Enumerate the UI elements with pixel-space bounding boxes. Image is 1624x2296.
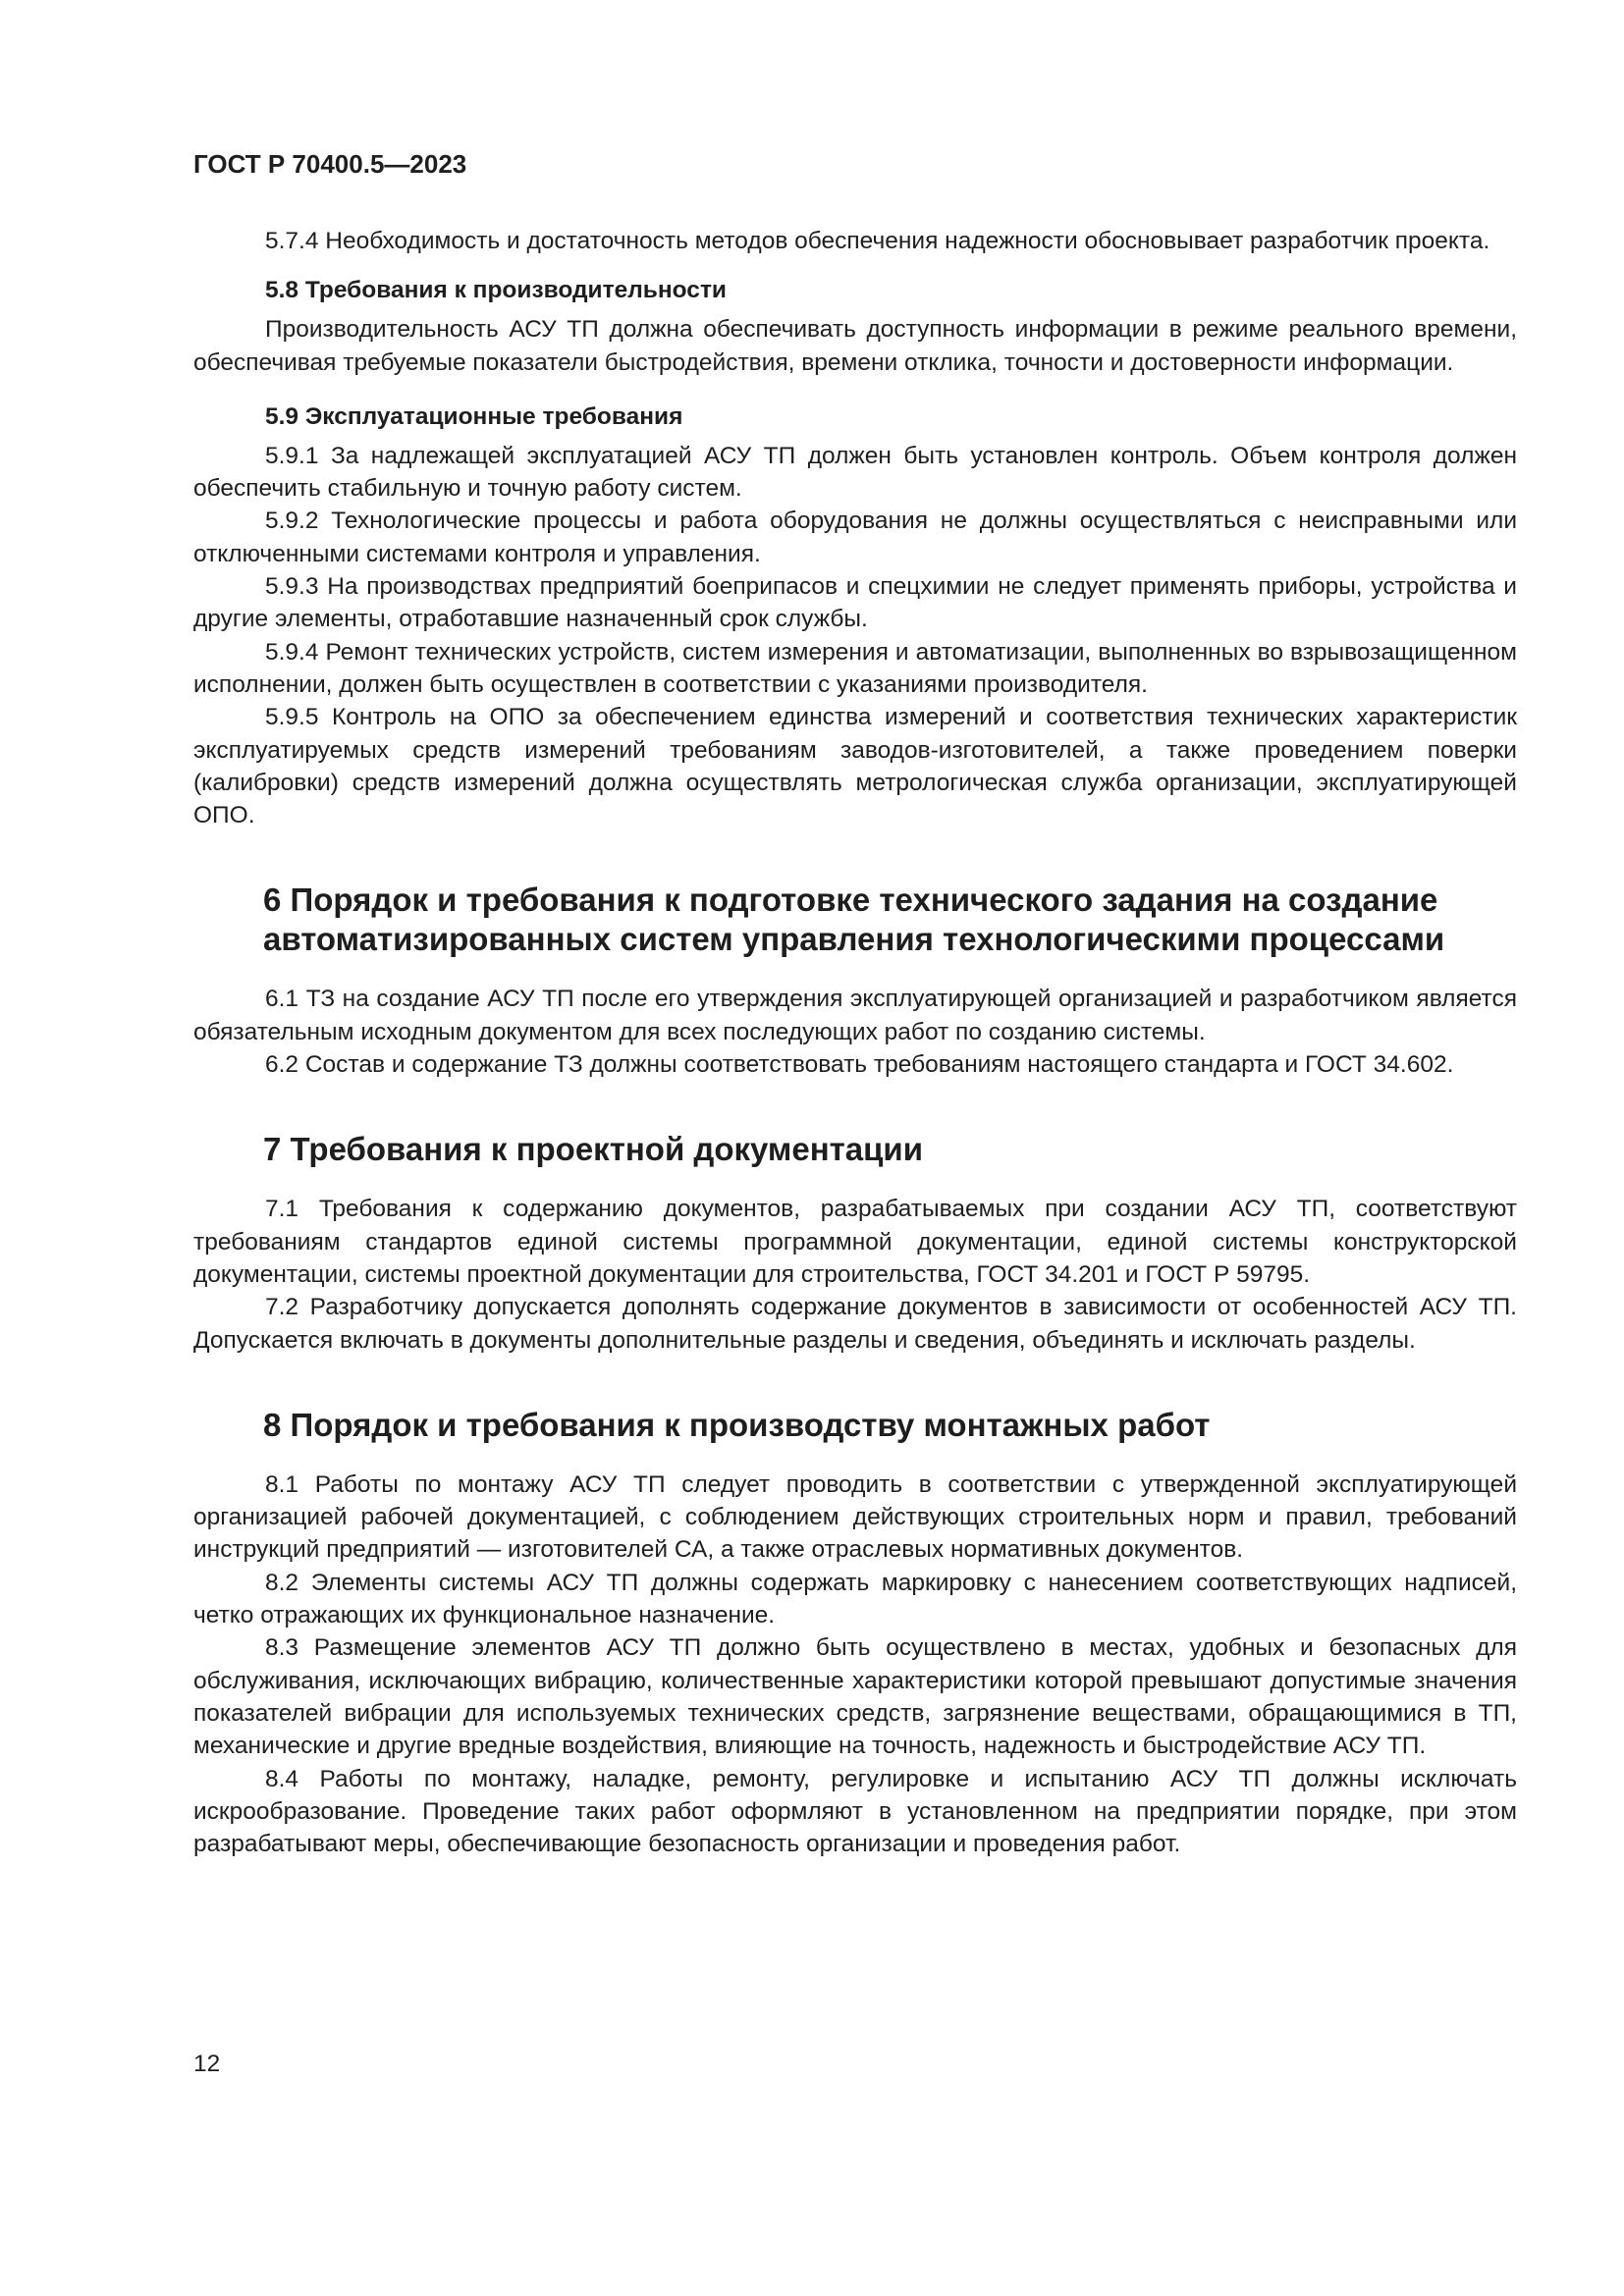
section-5-9 — [193, 400, 1517, 832]
document-page — [193, 147, 1517, 1860]
heading-section-8: 8 Порядок и требования к производству монтажных работ — [263, 1406, 1211, 1443]
paragraph-5-9-2: 5.9.2 Технологические процессы и работа оборудования не должны осуществляться с неисправными или отключенными системами контроля и управления. — [193, 507, 1517, 567]
section-6 — [193, 881, 1517, 1081]
paragraph-8-4: 8.4 Работы по монтажу, наладке, ремонту, регулировке и испытанию АСУ ТП должны исключать искрообразование. Проведение таких работ оформляют в установленном на предприятии порядке, при этом разрабатывают меры, обеспечивающие безопасность организации и проведения работ. — [193, 1765, 1517, 1858]
standard-designation: ГОСТ Р 70400.5—2023 — [193, 149, 467, 179]
heading-section-7: 7 Требования к проектной документации — [263, 1131, 924, 1168]
paragraph-5-9-1: 5.9.1 За надлежащей эксплуатацией АСУ ТП должен быть установлен контроль. Объем контроля должен обеспечить стабильную и точную работу систем. — [193, 442, 1517, 503]
paragraph-7-1: 7.1 Требования к содержанию документов, разрабатываемых при создании АСУ ТП, соответствуют требованиям стандартов единой системы программной документации, единой системы конструкторской документации, системы проектной документации для строительства, ГОСТ 34.201 и ГОСТ Р 59795. — [193, 1196, 1517, 1288]
paragraph-5-9-4: 5.9.4 Ремонт технических устройств, систем измерения и автоматизации, выполненных во взрывозащищенном исполнении, должен быть осуществлен в соответствии с указаниями производителя. — [193, 638, 1517, 698]
paragraph-8-3: 8.3 Размещение элементов АСУ ТП должно быть осуществлено в местах, удобных и безопасных для обслуживания, исключающих вибрацию, количественные характеристики которой превышают допустимые значения показателей вибрации для используемых технических средств, загрязнение веществами, обращающимися в ТП, механические и другие вредные воздействия, влияющие на точность, надежность и быстродействие АСУ ТП. — [193, 1634, 1517, 1760]
subheading-5-9: 5.9 Эксплуатационные требования — [265, 402, 683, 430]
heading-section-6: 6 Порядок и требования к подготовке технического задания на создание автоматизированных систем управления технологическими процессами — [263, 881, 1445, 958]
paragraph-8-2: 8.2 Элементы системы АСУ ТП должны содержать маркировку с нанесением соответствующих надписей, четко отражающих их функциональное назначение. — [193, 1569, 1517, 1629]
paragraph-6-2: 6.2 Состав и содержание ТЗ должны соответствовать требованиям настоящего стандарта и ГОСТ 34.602. — [265, 1051, 1454, 1079]
paragraph-5-9-5: 5.9.5 Контроль на ОПО за обеспечением единства измерений и соответствия технических характеристик эксплуатируемых средств измерений требованиям заводов-изготовителей, а также проведением поверки (калибровки) средств измерений должна осуществлять метрологическая служба организации, эксплуатирующей ОПО. — [193, 704, 1517, 829]
section-7 — [193, 1130, 1517, 1356]
paragraph-7-2: 7.2 Разработчику допускается дополнять содержание документов в зависимости от особенностей АСУ ТП. Допускается включать в документы дополнительные разделы и сведения, объединять и исключать разделы. — [193, 1294, 1517, 1354]
paragraph-6-1: 6.1 ТЗ на создание АСУ ТП после его утверждения эксплуатирующей организацией и разработчиком является обязательным исходным документом для всех последующих работ по созданию системы. — [193, 986, 1517, 1045]
paragraph-8-1: 8.1 Работы по монтажу АСУ ТП следует проводить в соответствии с утвержденной эксплуатирующей организацией рабочей документацией, с соблюдением действующих строительных норм и правил, требований инструкций предприятий — изготовителей СА, а также отраслевых нормативных документов. — [193, 1470, 1517, 1564]
section-8 — [193, 1406, 1517, 1861]
section-5-8 — [193, 274, 1517, 379]
paragraph-5-7-4: 5.7.4 Необходимость и достаточность методов обеспечения надежности обосновывает разработчик проекта. — [265, 228, 1490, 254]
paragraph-5-9-3: 5.9.3 На производствах предприятий боеприпасов и спецхимии не следует применять приборы, устройства и другие элементы, отработавшие назначенный срок службы. — [193, 573, 1517, 633]
subheading-5-8: 5.8 Требования к производительности — [265, 277, 727, 304]
page-number: 12 — [193, 2051, 221, 2077]
clause-5-7-4 — [193, 225, 1517, 257]
paragraph-5-8: Производительность АСУ ТП должна обеспечивать доступность информации в режиме реального времени, обеспечивая требуемые показатели быстродействия, времени отклика, точности и достоверности информации. — [193, 316, 1517, 376]
